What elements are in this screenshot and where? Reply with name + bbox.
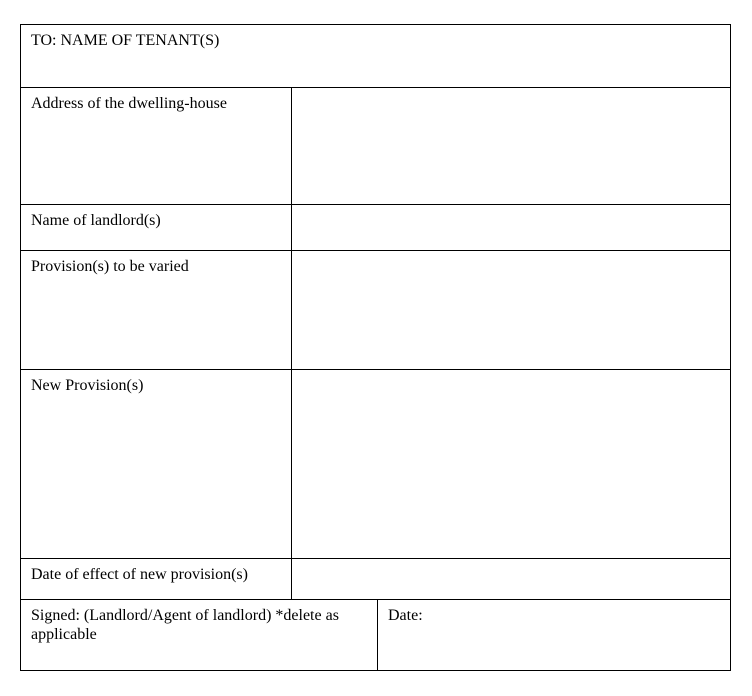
landlord-label: Name of landlord(s) — [31, 212, 161, 229]
date-label: Date: — [388, 607, 423, 624]
address-label: Address of the dwelling-house — [31, 95, 227, 112]
tenant-name-label: TO: NAME OF TENANT(S) — [31, 32, 220, 49]
tenant-name-field[interactable] — [21, 25, 730, 87]
address-row — [21, 87, 730, 204]
provisions-varied-row — [21, 250, 730, 369]
signed-field[interactable] — [21, 600, 377, 670]
new-provisions-field[interactable] — [291, 370, 730, 558]
signed-label: Signed: (Landlord/Agent of landlord) *delete as applicable — [31, 607, 339, 643]
provisions-varied-label: Provision(s) to be varied — [31, 258, 189, 275]
address-field[interactable] — [291, 88, 730, 204]
landlord-field[interactable] — [291, 205, 730, 250]
date-field[interactable] — [377, 600, 730, 670]
date-effect-field[interactable] — [291, 559, 730, 599]
landlord-row — [21, 204, 730, 250]
date-effect-label: Date of effect of new provision(s) — [31, 566, 248, 583]
date-effect-row — [21, 558, 730, 599]
tenant-name-row — [21, 25, 730, 87]
new-provisions-row — [21, 369, 730, 558]
signature-row — [21, 599, 730, 670]
provisions-varied-field[interactable] — [291, 251, 730, 369]
tenancy-variation-form — [20, 24, 731, 671]
new-provisions-label: New Provision(s) — [31, 377, 144, 394]
